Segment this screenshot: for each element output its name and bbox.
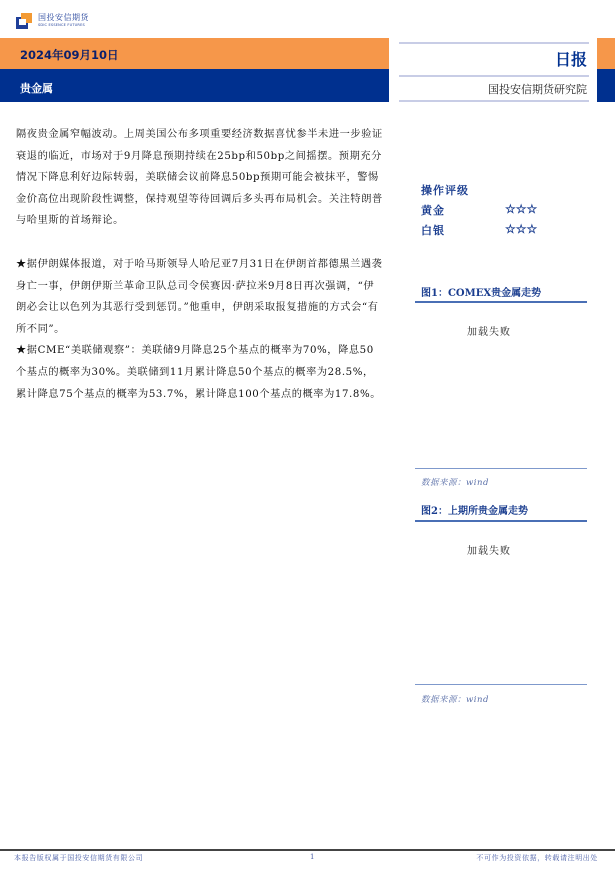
footer-copyright: 本报告版权属于国投安信期货有限公司 [14, 854, 144, 862]
star-rating-icon: ☆☆☆ [505, 222, 538, 236]
report-header-box [389, 38, 597, 102]
report-sector: 贵金属 [20, 82, 53, 95]
logo-mark-icon [16, 13, 32, 29]
divider [399, 100, 589, 102]
rating-title: 操作评级 [421, 184, 469, 197]
logo-name-en: SDIC ESSENCE FUTURES [38, 23, 85, 28]
figure-2-bottom-rule [415, 684, 587, 685]
figure-2-source: 数据来源：wind [421, 695, 489, 705]
news-paragraph-iran: ★据伊朗媒体报道，对于哈马斯领导人哈尼亚7月31日在伊朗首都德黑兰遇袭身亡一事，伊朗伊斯兰革命卫队总司令侯赛因·萨拉米9月8日再次强调，“伊朗必会让以色列为其恶行受到惩罚。”他重申，伊朗采取报复措施的方式会“有所不同”。 [16, 258, 383, 335]
figure-2-top-rule [415, 520, 587, 522]
figure-1-load-failed: 加载失败 [467, 327, 511, 338]
rating-label: 黄金 [421, 204, 445, 217]
rating-row-gold [421, 202, 538, 218]
institute-name: 国投安信期货研究院 [488, 83, 587, 96]
figure-2-title: 图2：上期所贵金属走势 [421, 506, 528, 517]
footer-rule [0, 849, 615, 851]
figure-1-bottom-rule [415, 468, 587, 469]
company-logo [16, 10, 89, 32]
star-rating-icon: ☆☆☆ [505, 202, 538, 216]
figure-1-top-rule [415, 301, 587, 303]
report-body [16, 124, 384, 405]
divider [399, 42, 589, 44]
page-number: 1 [310, 853, 315, 861]
figure-2-load-failed: 加载失败 [467, 546, 511, 557]
figure-1-title: 图1：COMEX贵金属走势 [421, 288, 542, 299]
news-paragraph-cme: ★据CME“美联储观察”：美联储9月降息25个基点的概率为70%，降息50个基点的概率为30%。美联储到11月累计降息50个基点的概率为28.5%，累计降息75个基点的概率为53.7%，累计降息100个基点的概率为17.8%。 [16, 345, 382, 400]
logo-name-cn: 国投安信期货 [38, 13, 89, 23]
figure-1-source: 数据来源：wind [421, 478, 489, 488]
report-date: 2024年09月10日 [20, 48, 119, 62]
rating-label: 白银 [421, 224, 445, 237]
report-type: 日报 [554, 50, 587, 69]
footer-disclaimer: 不可作为投资依据，转载请注明出处 [476, 854, 598, 862]
rating-row-silver [421, 222, 538, 238]
divider [399, 75, 589, 77]
summary-paragraph: 隔夜贵金属窄幅波动。上周美国公布多项重要经济数据喜忧参半未进一步验证衰退的临近，市场对于9月降息预期持续在25bp和50bp之间摇摆。预期充分情况下降息利好边际转弱，美联储会议前降息50bp预期可能会被抹平，警惕金价高位出现阶段性调整，保持观望等待回调后多头再布局机会。关注特朗普与哈里斯的首场辩论。 [16, 129, 383, 227]
